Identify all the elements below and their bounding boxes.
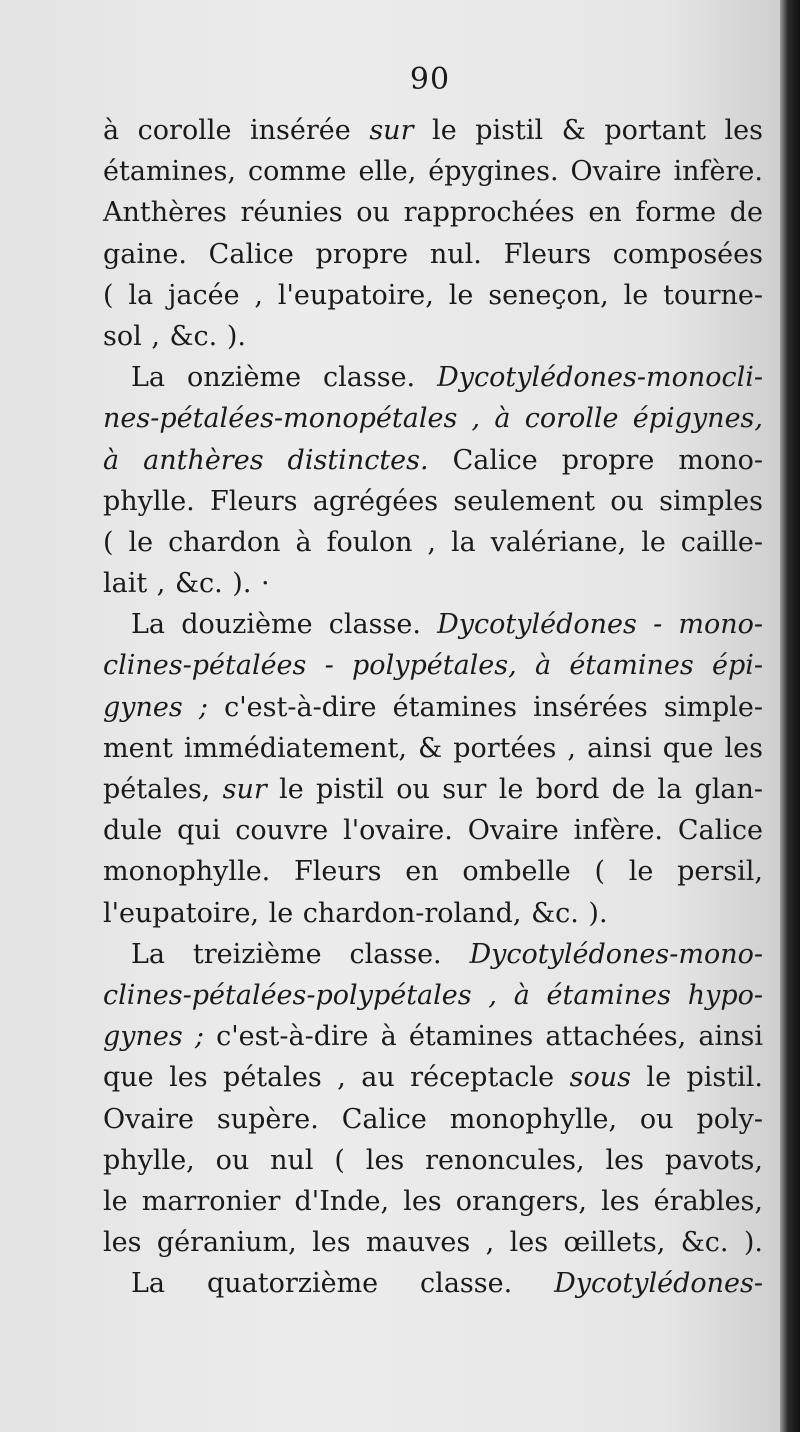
text-line [103, 234, 763, 275]
text-line [103, 1181, 763, 1222]
text-segment: gaine. Calice propre nul. Fleurs composées [103, 238, 763, 270]
italic-segment: Dycotylédones - mono- [437, 609, 764, 641]
text-line [103, 357, 763, 398]
italic-segment: gynes ; [103, 691, 208, 723]
text-line [103, 1016, 763, 1057]
italic-segment: nes-pétalées-monopétales , à corolle épigynes, [103, 403, 763, 435]
text-segment: dule qui couvre l'ovaire. Ovaire infère. Calice [103, 815, 763, 847]
page-edge [780, 0, 800, 1432]
text-segment: La douzième classe. [131, 609, 438, 641]
text-segment: ment immédiatement, & portées , ainsi que les [103, 732, 763, 764]
text-line [103, 893, 763, 934]
text-line [103, 645, 763, 686]
text-line [103, 728, 763, 769]
text-segment: le pistil. [630, 1062, 763, 1094]
page-number: 90 [409, 62, 451, 97]
text-line [103, 316, 763, 357]
text-line [103, 1057, 763, 1098]
italic-segment: clines-pétalées - polypétales, à étamines épi- [103, 650, 763, 682]
text-segment: Ovaire supère. Calice monophylle, ou poly- [103, 1103, 763, 1135]
text-segment: La treizième classe. [131, 938, 470, 970]
italic-segment: à anthères distinctes. [103, 444, 429, 476]
text-segment: c'est-à-dire étamines insérées simple- [208, 691, 763, 723]
italic-segment: Dycotylédones-monocli- [437, 362, 763, 394]
text-line [103, 1140, 763, 1181]
text-line [103, 563, 763, 604]
body-text [103, 110, 763, 1304]
italic-segment: sur [369, 115, 414, 146]
italic-segment: Dycotylédones- [554, 1268, 763, 1300]
text-segment: ( la jacée , l'eupatoire, le seneçon, le tourne- [103, 279, 763, 311]
text-line [103, 522, 763, 563]
italic-segment: gynes ; [103, 1021, 204, 1053]
text-segment: La onzième classe. [131, 362, 438, 394]
text-segment: lait , &c. ). · [103, 568, 270, 600]
text-line [103, 110, 763, 151]
text-segment: monophylle. Fleurs en ombelle ( le persil, [103, 856, 763, 888]
text-line [103, 192, 763, 233]
text-segment: Calice propre mono- [428, 444, 763, 476]
text-line [103, 851, 763, 892]
text-segment: l'eupatoire, le chardon-roland, &c. ). [103, 897, 608, 929]
text-line [103, 687, 763, 728]
text-segment: ( le chardon à foulon , la valériane, le caille- [103, 526, 763, 558]
text-line [103, 481, 763, 522]
text-segment: La quatorzième classe. [131, 1268, 555, 1300]
text-line [103, 810, 763, 851]
text-line [103, 440, 763, 481]
text-segment: sol , &c. ). [103, 320, 246, 352]
text-line [103, 398, 763, 439]
text-segment: le pistil ou sur le bord de la glan- [266, 774, 763, 805]
italic-segment: sous [569, 1062, 631, 1094]
text-segment: étamines, comme elle, épygines. Ovaire infère. [103, 156, 763, 188]
text-segment: le pistil & portant les [413, 115, 763, 146]
text-line [103, 975, 763, 1016]
text-segment: pétales, [103, 774, 223, 805]
text-segment: phylle. Fleurs agrégées seulement ou simples [103, 485, 763, 517]
text-segment: que les pétales , au réceptacle [103, 1062, 570, 1094]
italic-segment: sur [222, 774, 267, 805]
text-line [103, 1222, 763, 1263]
text-segment: Anthères réunies ou rapprochées en forme de [103, 197, 763, 229]
text-line [103, 1099, 763, 1140]
text-line [103, 934, 763, 975]
italic-segment: clines-pétalées-polypétales , à étamines hypo- [103, 979, 763, 1011]
text-segment: à corolle insérée [103, 115, 370, 146]
italic-segment: Dycotylédones-mono- [469, 938, 763, 970]
text-line [103, 151, 763, 192]
text-segment: phylle, ou nul ( les renoncules, les pavots, [103, 1144, 763, 1176]
text-segment: le marronier d'Inde, les orangers, les érables, [103, 1185, 763, 1217]
text-segment: c'est-à-dire à étamines attachées, ainsi [204, 1021, 763, 1053]
text-line [103, 769, 763, 810]
text-line [103, 604, 763, 645]
text-line [103, 1263, 763, 1304]
text-line [103, 275, 763, 316]
text-segment: les géranium, les mauves , les œillets, &c. ). [103, 1227, 763, 1259]
